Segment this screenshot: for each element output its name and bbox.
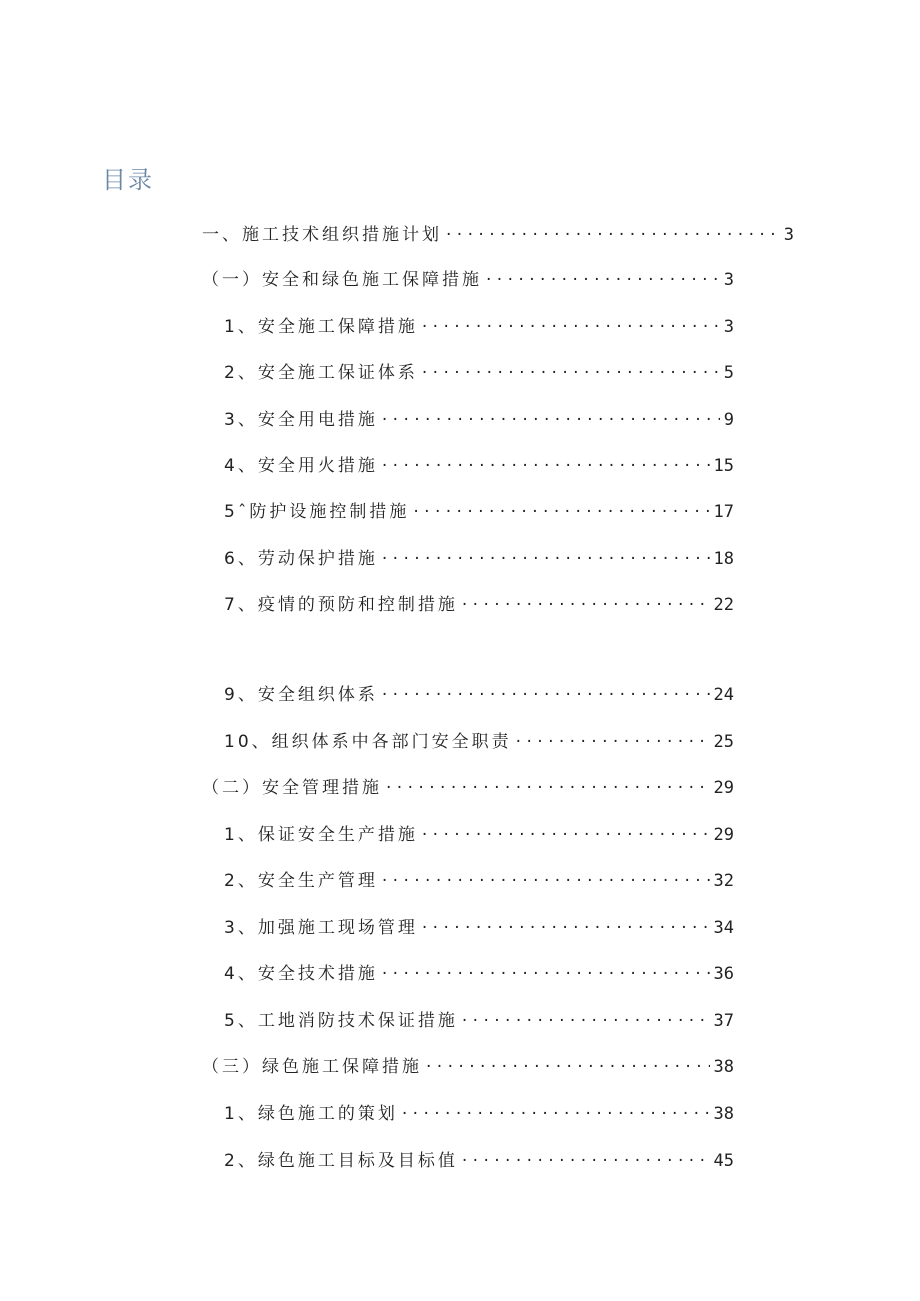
- toc-entry-label: 2、绿色施工目标及目标值: [224, 1151, 458, 1171]
- toc-entry-label: （三）绿色施工保障措施: [202, 1057, 422, 1077]
- toc-entry[interactable]: [224, 544, 734, 574]
- toc-leader-dots: [462, 1006, 710, 1026]
- toc-entry[interactable]: [202, 220, 794, 250]
- toc-entry-page: 25: [713, 732, 734, 752]
- toc-leader-dots: [446, 220, 780, 240]
- toc-leader-dots: [462, 1146, 710, 1166]
- toc-entry-page: 15: [713, 456, 734, 476]
- toc-leader-dots: [382, 405, 720, 425]
- toc-leader-dots: [516, 727, 710, 747]
- toc-leader-dots: [413, 497, 709, 517]
- toc-entry[interactable]: [224, 680, 734, 710]
- toc-entry[interactable]: [202, 1052, 734, 1082]
- toc-entry-page: 3: [723, 317, 734, 337]
- toc-leader-dots: [462, 590, 710, 610]
- toc-entry-label: 3、加强施工现场管理: [224, 918, 418, 938]
- toc-entry-page: 29: [713, 825, 734, 845]
- toc-entry[interactable]: [224, 913, 734, 943]
- toc-entry-label: 10、组织体系中各部门安全职责: [224, 732, 512, 752]
- toc-entry-page: 29: [713, 778, 734, 798]
- toc-leader-dots: [486, 265, 720, 285]
- toc-entry[interactable]: [202, 265, 734, 295]
- toc-entry-page: 5: [723, 363, 734, 383]
- toc-leader-dots: [402, 1099, 710, 1119]
- toc-entry-page: 18: [713, 549, 734, 569]
- toc-leader-dots: [386, 773, 710, 793]
- toc-entry-label: 1、安全施工保障措施: [224, 317, 418, 337]
- toc-leader-dots: [422, 358, 720, 378]
- toc-entry-label: 2、安全生产管理: [224, 871, 378, 891]
- toc-leader-dots: [426, 1052, 710, 1072]
- toc-entry[interactable]: [224, 866, 734, 896]
- toc-leader-dots: [422, 913, 710, 933]
- toc-leader-dots: [422, 820, 710, 840]
- toc-entry[interactable]: [224, 497, 734, 527]
- toc-entry-page: 17: [713, 502, 734, 522]
- toc-entry-label: 5、工地消防技术保证措施: [224, 1011, 458, 1031]
- toc-entry-label: 7、疫情的预防和控制措施: [224, 595, 458, 615]
- toc-leader-dots: [382, 451, 710, 471]
- toc-entry-label: 9、安全组织体系: [224, 685, 378, 705]
- toc-entry-page: 3: [723, 270, 734, 290]
- toc-entry[interactable]: [202, 773, 734, 803]
- toc-entry-label: 一、施工技术组织措施计划: [202, 225, 442, 245]
- toc-entry-label: （二）安全管理措施: [202, 778, 382, 798]
- toc-entry[interactable]: [224, 959, 734, 989]
- toc-entry-page: 24: [713, 685, 734, 705]
- toc-entry-page: 34: [713, 918, 734, 938]
- toc-entry-page: 45: [713, 1151, 734, 1171]
- toc-entry-label: （一）安全和绿色施工保障措施: [202, 270, 482, 290]
- toc-entry-page: 37: [713, 1011, 734, 1031]
- toc-entry-page: 32: [713, 871, 734, 891]
- toc-entry-page: 38: [713, 1104, 734, 1124]
- toc-entry[interactable]: [224, 820, 734, 850]
- toc-entry-label: 6、劳动保护措施: [224, 549, 378, 569]
- toc-entry-page: 22: [713, 595, 734, 615]
- toc-leader-dots: [382, 959, 710, 979]
- toc-entry-page: 9: [723, 410, 734, 430]
- toc-title: 目录: [102, 166, 154, 194]
- toc-entry[interactable]: [224, 451, 734, 481]
- toc-leader-dots: [382, 680, 710, 700]
- toc-entry-label: 1、保证安全生产措施: [224, 825, 418, 845]
- toc-entry-label: 4、安全技术措施: [224, 964, 378, 984]
- toc-entry-label: 5ˆ防护设施控制措施: [224, 502, 410, 522]
- toc-entry-page: 36: [713, 964, 734, 984]
- toc-entry[interactable]: [224, 727, 734, 757]
- toc-entry[interactable]: [224, 358, 734, 388]
- toc-entry-label: 2、安全施工保证体系: [224, 363, 418, 383]
- toc-entry-label: 3、安全用电措施: [224, 410, 378, 430]
- toc-leader-dots: [422, 312, 720, 332]
- toc-entry-label: 4、安全用火措施: [224, 456, 378, 476]
- toc-entry[interactable]: [224, 1006, 734, 1036]
- toc-entry[interactable]: [224, 1146, 734, 1176]
- toc-leader-dots: [382, 544, 710, 564]
- toc-entry[interactable]: [224, 312, 734, 342]
- toc-leader-dots: [382, 866, 710, 886]
- toc-entry-label: 1、绿色施工的策划: [224, 1104, 398, 1124]
- toc-entry[interactable]: [224, 590, 734, 620]
- toc-entry[interactable]: [224, 1099, 734, 1129]
- toc-entry-page: 38: [713, 1057, 734, 1077]
- toc-entry[interactable]: [224, 405, 734, 435]
- toc-entry-page: 3: [783, 225, 794, 245]
